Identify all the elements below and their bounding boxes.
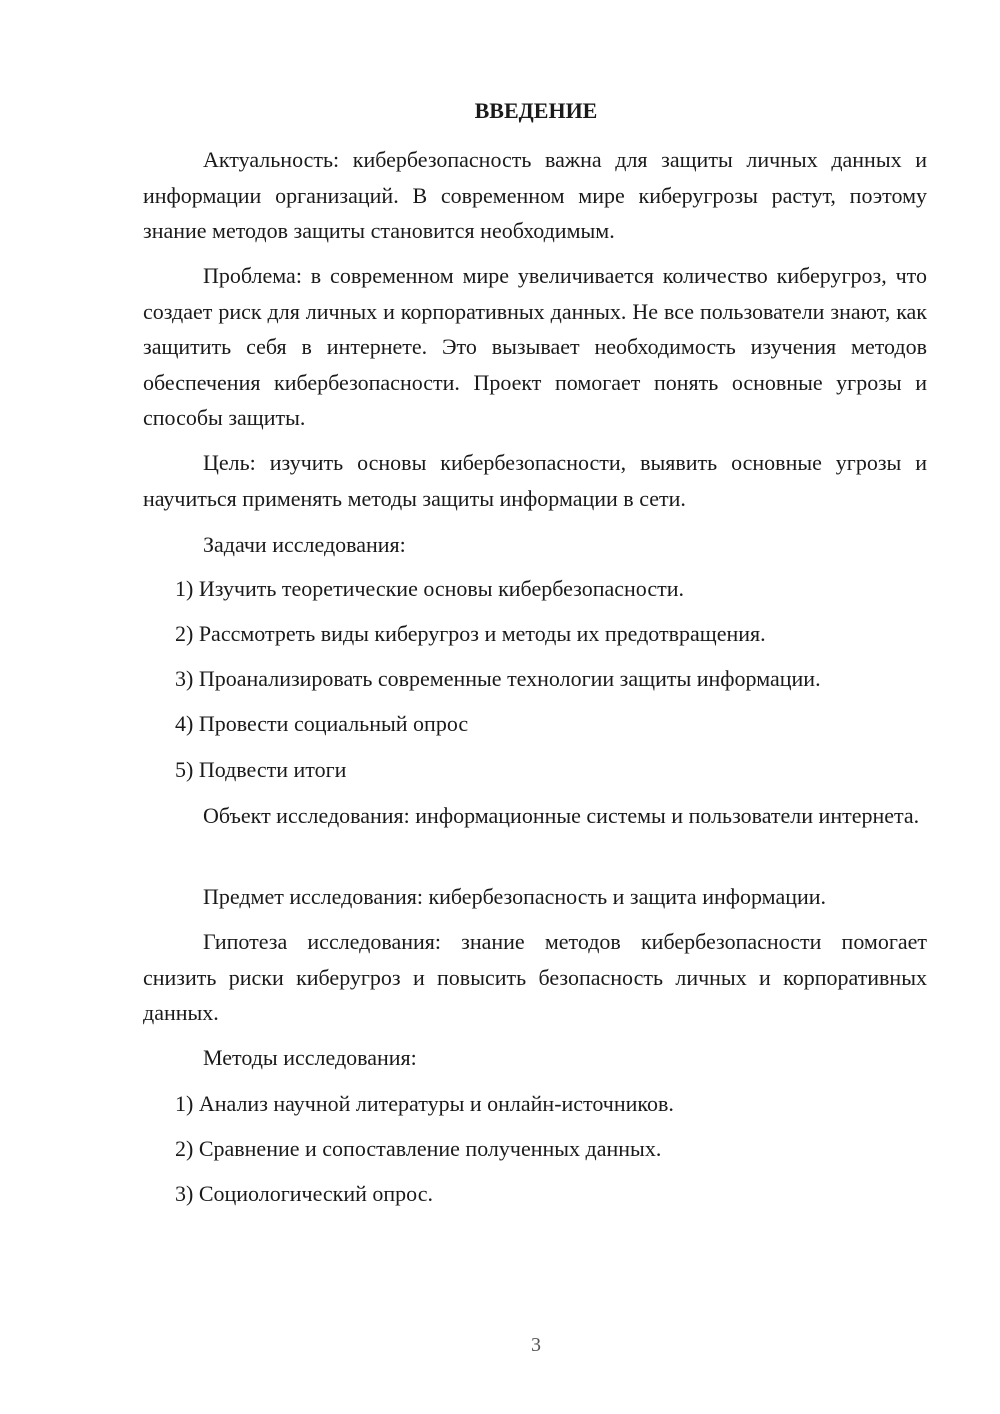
task-item: 3) Проанализировать современные технологии защиты информации. — [175, 666, 821, 691]
task-item: 1) Изучить теоретические основы кибербезопасности. — [175, 576, 684, 601]
object-paragraph: Объект исследования: информационные системы и пользователи интернета. — [203, 803, 920, 828]
tasks-heading: Задачи исследования: — [203, 532, 406, 557]
page-title: ВВЕДЕНИЕ — [474, 98, 598, 123]
hypothesis-paragraph: Гипотеза исследования: знание методов кибербезопасности помогает снизить риски киберугроз и повысить безопасность личных и корпоративных данных. — [143, 929, 927, 1025]
task-item: 2) Рассмотреть виды киберугроз и методы их предотвращения. — [175, 621, 766, 646]
methods-heading: Методы исследования: — [203, 1045, 417, 1070]
method-item: 2) Сравнение и сопоставление полученных данных. — [175, 1136, 662, 1161]
relevance-paragraph: Актуальность: кибербезопасность важна для защиты личных данных и информации организаций. В современном мире киберугрозы растут, поэтому знание методов защиты становится необходимым. — [143, 147, 927, 243]
task-item: 4) Провести социальный опрос — [175, 711, 469, 736]
method-item: 1) Анализ научной литературы и онлайн-источников. — [175, 1091, 674, 1116]
goal-paragraph: Цель: изучить основы кибербезопасности, выявить основные угрозы и научиться применять методы защиты информации в сети. — [143, 450, 927, 511]
page-number: 3 — [531, 1334, 541, 1356]
problem-paragraph: Проблема: в современном мире увеличивается количество киберугроз, что создает риск для личных и корпоративных данных. Не все пользователи знают, как защитить себя в интернете. Это вызывает необходимость изучения методов обеспечения кибербезопасности. Проект помогает понять основные угрозы и способы защиты. — [143, 263, 927, 430]
task-item: 5) Подвести итоги — [175, 757, 347, 782]
method-item: 3) Социологический опрос. — [175, 1181, 433, 1206]
subject-paragraph: Предмет исследования: кибербезопасность и защита информации. — [203, 884, 827, 909]
